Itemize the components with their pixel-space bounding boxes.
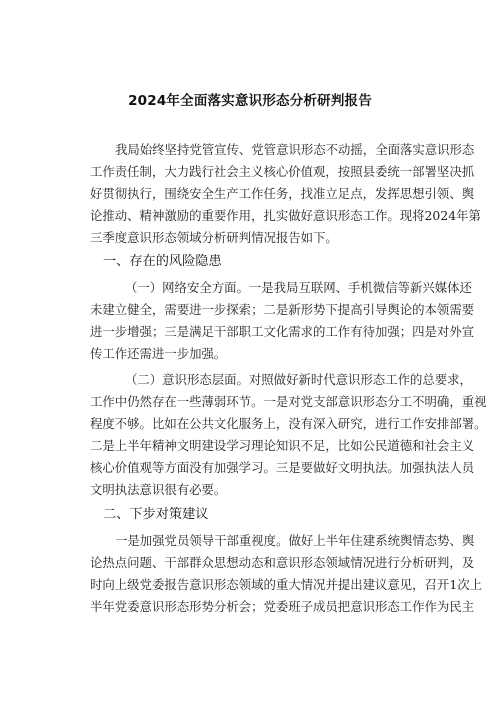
s1p2-line-5: 核心价值观等方面没有加强学习。三是要做好文明执法。加强执法人员: [90, 460, 475, 475]
s1p2-line-2: 工作中仍然存在一些薄弱环节。一是对党支部意识形态分工不明确，重视: [90, 394, 487, 409]
s2p1-line-2: 论热点问题、干部群众思想动态和意识形态领域情况进行分析研判，及: [90, 555, 475, 570]
document-title: 2024年全面落实意识形态分析研判报告: [128, 93, 372, 109]
intro-line-2: 工作责任制，大力践行社会主义核心价值观，按照县委统一部署坚决抓: [90, 164, 475, 179]
intro-line-1: 我局始终坚持党管宣传、党管意识形态不动摇，全面落实意识形态: [115, 142, 475, 157]
s1p1-line-1: （一）网络安全方面。一是我局互联网、手机微信等新兴媒体还: [125, 280, 472, 295]
s1p2-line-3: 程度不够。比如在公共文化服务上，没有深入研究，进行工作安排部署。: [90, 416, 487, 431]
s1p2-line-6: 文明执法意识很有必要。: [90, 482, 227, 497]
s1p2-line-1: （二）意识形态层面。对照做好新时代意识形态工作的总要求，: [125, 372, 472, 387]
s1p1-line-3: 进一步增强；三是满足干部职工文化需求的工作有待加强；四是对外宣: [90, 324, 475, 339]
intro-line-5: 三季度意识形态领域分析研判情况报告如下。: [90, 230, 338, 245]
intro-line-3: 好贯彻执行，围绕安全生产工作任务，找准立足点，发挥思想引领、舆: [90, 186, 475, 201]
s1p1-line-2: 未建立健全，需要进一步探索；二是新形势下提高引导舆论的本领需要: [90, 302, 475, 317]
s2p1-line-1: 一是加强党员领导干部重视度。做好上半年住建系统舆情态势、舆: [115, 533, 475, 548]
intro-line-4: 论推动、精神激励的重要作用，扎实做好意识形态工作。现将2024年第: [90, 208, 481, 223]
s2p1-line-4: 半年党委意识形态形势分析会；党委班子成员把意识形态工作作为民主: [90, 599, 475, 614]
s2p1-line-3: 时向上级党委报告意识形态领域的重大情况并提出建议意见，召开1次上: [90, 577, 482, 592]
section1-heading: 一、存在的风险隐患: [103, 254, 222, 269]
section2-heading: 二、下步对策建议: [103, 507, 209, 522]
s1p2-line-4: 二是上半年精神文明建设学习理论知识不足，比如公民道德和社会主义: [90, 438, 475, 453]
s1p1-line-4: 传工作还需进一步加强。: [90, 346, 227, 361]
